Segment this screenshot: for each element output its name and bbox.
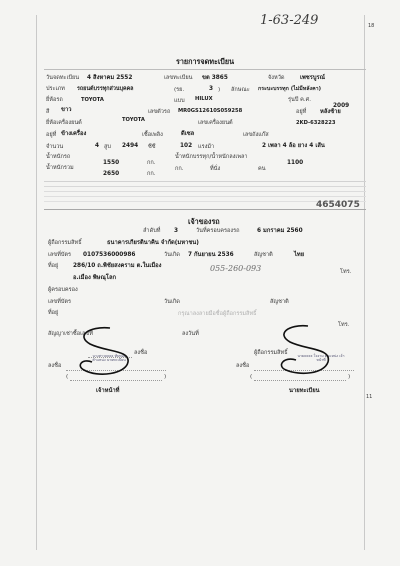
type-value: รถยนต์บรรทุกส่วนบุคคล <box>77 86 134 92</box>
model-label: แบบ <box>174 98 185 104</box>
cylinders-unit: สูบ <box>104 144 111 150</box>
displacement-value: 2494 <box>122 143 139 149</box>
vehicle-weight-value: 1550 <box>103 160 120 166</box>
rs-code-value: 3 <box>209 86 214 92</box>
possession-date-value: 6 มกราคม 2560 <box>257 228 303 234</box>
page-number: 18 <box>368 23 375 29</box>
gross-weight-label: น้ำหนักรวม <box>46 165 74 171</box>
owner-order-label: ลำดับที่ <box>143 228 161 234</box>
corner-mark: 11 <box>366 394 373 400</box>
address-line-2: อ.เมือง พิษณุโลก <box>73 275 117 281</box>
gas-tank-label: เลขถังแก๊ส <box>243 132 269 138</box>
hire-purchase-date-label: ลงวันที่ <box>182 331 199 337</box>
registrar-paren-open: ( <box>250 374 253 380</box>
possessor-phone-label: โทร. <box>338 322 350 328</box>
possessor-nationality-label: สัญชาติ <box>270 299 289 305</box>
nationality-value: ไทย <box>294 252 305 258</box>
cylinders-label: จำนวน <box>46 144 64 150</box>
official-stamp-left: นางสาวxxxx ทับทอง ตำแหน่ง นายทะเบียน <box>92 354 126 363</box>
registrar-sign-label: ลงชื่อ <box>236 363 250 369</box>
style-value: กระบะบรรทุก (ไม่มีหลังคา) <box>258 86 322 92</box>
model-year-label: รุ่นปี ค.ศ. <box>288 97 312 103</box>
load-weight-unit: กก. <box>175 166 184 172</box>
type-label: ประเภท <box>46 86 65 92</box>
left-sign-label: ลงชื่อ <box>134 350 148 356</box>
phone-label: โทร. <box>340 269 352 275</box>
cylinders-value: 4 <box>95 143 100 149</box>
province-label: จังหวัด <box>268 75 285 81</box>
rs-code-close: ) <box>218 87 221 93</box>
chassis-label: เลขตัวรถ <box>148 109 171 115</box>
faded-instruction: กรุณาลงลายมือชื่อผู้ถือกรรมสิทธิ์ <box>178 311 257 317</box>
engine-loc-value: ข้างเครื่อง <box>61 131 87 137</box>
model-value: HILUX <box>195 96 213 102</box>
possessor-label: ผู้ครอบครอง <box>48 287 78 293</box>
gross-weight-value: 2650 <box>103 171 120 177</box>
model-year-value: 2009 <box>333 103 350 109</box>
officer-sign-label: ลงชื่อ <box>48 363 62 369</box>
chassis-loc-value: หลังซ้าย <box>320 109 341 115</box>
reg-date-label: วันจดทะเบียน <box>46 75 80 81</box>
registrar-label: นายทะเบียน <box>289 388 320 394</box>
horsepower-value: 102 <box>180 143 193 149</box>
vehicle-weight-unit: กก. <box>147 160 156 166</box>
registrar-paren-close: ) <box>348 374 351 380</box>
load-weight-value: 1100 <box>287 160 304 166</box>
hire-purchase-label: สัญญาเช่าซื้อเลขที่ <box>48 331 93 337</box>
engine-brand-value: TOYOTA <box>122 117 145 123</box>
possessor-address-label: ที่อยู่ <box>48 310 59 316</box>
vehicle-weight-label: น้ำหนักรถ <box>46 154 71 160</box>
engine-loc-label: อยู่ที่ <box>46 132 57 138</box>
brand-value: TOYOTA <box>81 97 104 103</box>
officer-paren-open: ( <box>66 374 69 380</box>
engine-brand-label: ยี่ห้อเครื่องยนต์ <box>46 120 82 126</box>
birth-label: วันเกิด <box>164 252 180 258</box>
brand-label: ยี่ห้อรถ <box>46 97 63 103</box>
engine-no-value: 2KD-6328223 <box>296 120 336 126</box>
right-margin-line <box>364 15 365 550</box>
possessor-id-label: เลขที่บัตร <box>48 299 72 305</box>
possessor-birth-label: วันเกิด <box>164 299 180 305</box>
fuel-label: เชื้อเพลิง <box>142 132 163 138</box>
title-divider <box>44 69 366 70</box>
section-title-owner: เจ้าของรถ <box>188 217 220 226</box>
color-label: สี <box>46 109 50 115</box>
handwritten-phone: 055-260-093 <box>210 264 262 273</box>
style-label: ลักษณะ <box>231 87 250 93</box>
section-divider <box>44 209 366 210</box>
address-line-1: 286/10 ถ.พิชัยสงคราม ต.ในเมือง <box>73 263 162 269</box>
holder-sign-label: ผู้ถือกรรมสิทธิ์ <box>254 350 288 356</box>
horsepower-unit: แรงม้า <box>198 144 215 150</box>
seats-label: ที่นั่ง <box>210 166 221 172</box>
gross-weight-unit: กก. <box>147 171 156 177</box>
holder-value: ธนาคารเกียรตินาคิน จำกัด(มหาชน) <box>107 240 199 246</box>
chassis-value: MR0GS12610S059258 <box>178 108 243 114</box>
reg-no-label: เลขทะเบียน <box>164 75 193 81</box>
officer-signature <box>70 322 160 382</box>
officer-label: เจ้าหน้าที่ <box>96 388 120 394</box>
owner-order-value: 3 <box>174 228 179 234</box>
officer-paren-close: ) <box>164 374 167 380</box>
axles-wheels-value: 2 เพลา 4 ล้อ ยาง 4 เส้น <box>262 143 325 149</box>
province-value: เพชรบูรณ์ <box>300 75 326 81</box>
id-label: เลขที่บัตร <box>48 252 72 258</box>
reg-date-value: 4 สิงหาคม 2552 <box>87 75 133 81</box>
official-stamp-right: นายxxxx ใจงาม ตำแหน่ง เจ้าหน้าที่ <box>297 354 345 363</box>
address-label: ที่อยู่ <box>48 263 59 269</box>
section-title-registration: รายการจดทะเบียน <box>176 57 234 66</box>
holder-label: ผู้ถือกรรมสิทธิ์ <box>48 240 82 246</box>
possession-date-label: วันที่ครอบครองรถ <box>196 228 240 234</box>
rs-code-open: (รย. <box>174 87 185 93</box>
chassis-loc-label: อยู่ที่ <box>296 109 307 115</box>
left-margin-line <box>36 15 37 550</box>
fuel-value: ดีเซล <box>181 131 195 137</box>
nationality-label: สัญชาติ <box>254 252 273 258</box>
color-value: ขาว <box>61 107 72 113</box>
birth-value: 7 กันยายน 2536 <box>188 252 234 258</box>
seats-unit: คน <box>258 166 266 172</box>
document-serial: 4654075 <box>316 200 360 210</box>
load-weight-label: น้ำหนักบรรทุก/น้ำหนักลงเพลา <box>175 154 248 160</box>
id-value: 0107536000986 <box>83 252 136 258</box>
handwritten-reference: 1-63-249 <box>260 13 319 28</box>
registrar-signature <box>270 322 360 382</box>
reg-no-value: ขต 3865 <box>202 75 228 81</box>
displacement-unit: ซีซี <box>148 144 156 150</box>
engine-no-label: เลขเครื่องยนต์ <box>198 120 233 126</box>
